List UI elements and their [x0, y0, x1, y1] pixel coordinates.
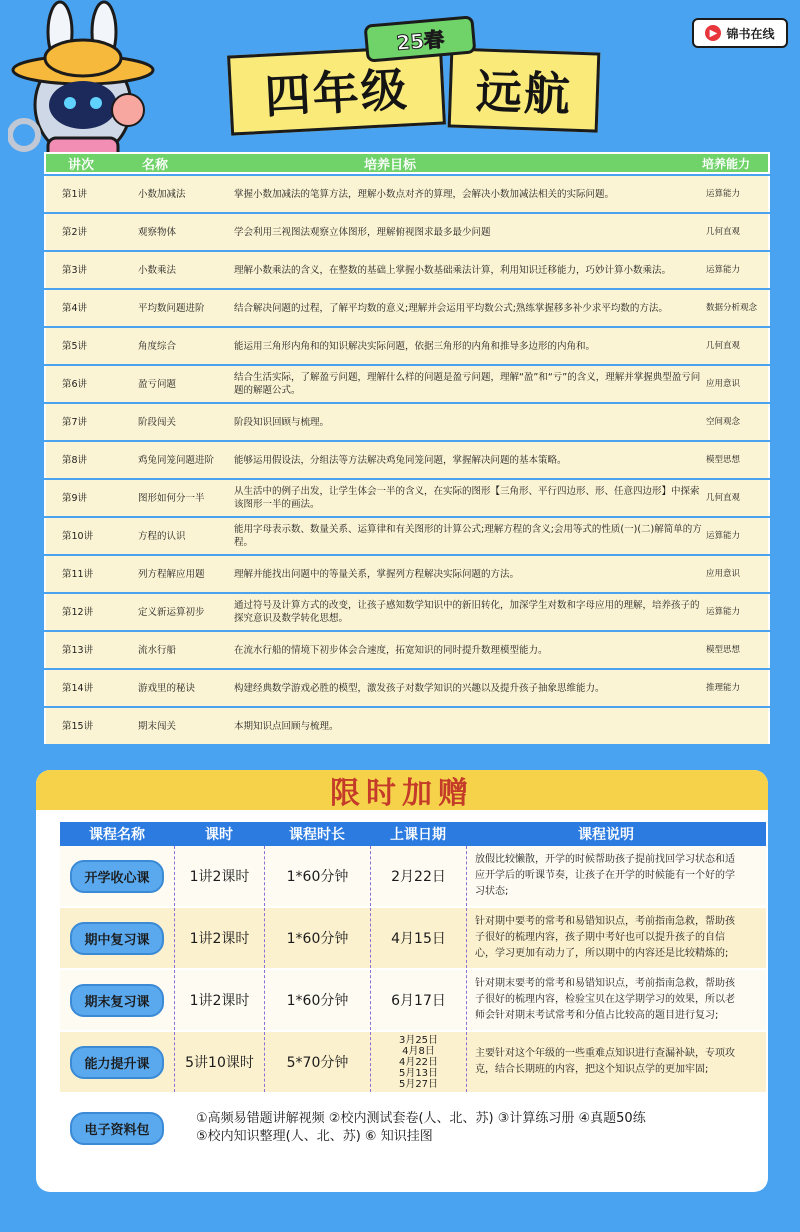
lesson-goal: 构建经典数学游戏必胜的模型，激发孩子对数学知识的兴趣以及提升孩子抽象思维能力。 [234, 682, 605, 694]
lesson-ability: 应用意识 [706, 568, 741, 579]
lesson-goal: 掌握小数加减法的笔算方法，理解小数点对齐的算理，会解决小数加减法相关的实际问题。 [234, 188, 615, 200]
lesson-row [44, 518, 770, 554]
bonus-row [60, 908, 766, 970]
lesson-row [44, 214, 770, 250]
lesson-row [44, 328, 770, 364]
lesson-row [44, 176, 770, 212]
bonus-desc: 放假比较懒散，开学的时候帮助孩子提前找回学习状态和适应开学后的听课节奏，让孩子在开学的时候能有一个好的学习状态; [466, 846, 746, 906]
bonus-date: 2月22日 [370, 846, 466, 906]
lesson-row [44, 708, 770, 744]
lesson-ability: 空间观念 [706, 416, 741, 427]
lesson-goal: 结合解决问题的过程，了解平均数的意义;理解并会运用平均数公式;熟练掌握移多补少求平均数的方法。 [234, 302, 668, 314]
bonus-row [60, 970, 766, 1032]
bonus-header-duration: 课程时长 [289, 827, 345, 843]
play-icon: ▶ [705, 25, 721, 41]
bonus-date: 4月15日 [370, 908, 466, 968]
lesson-name: 定义新运算初步 [138, 606, 205, 618]
lesson-row [44, 556, 770, 592]
bonus-section [36, 770, 768, 1192]
lesson-no: 第2讲 [62, 226, 88, 238]
lesson-ability: 推理能力 [706, 682, 741, 693]
ebook-row [60, 1098, 766, 1158]
lesson-no: 第1讲 [62, 188, 88, 200]
bonus-date: 5月13日 [398, 1067, 439, 1079]
lesson-goal: 从生活中的例子出发，让学生体会一半的含义，在实际的图形【三角形、平行四边形、形、任意四边形】中探索该图形一半的画法。 [234, 486, 700, 510]
ebook-list [174, 1110, 646, 1146]
bonus-header-hours: 课时 [205, 827, 233, 843]
lesson-ability: 运算能力 [706, 530, 741, 541]
lesson-no: 第3讲 [62, 264, 88, 276]
bonus-course-pill: 期末复习课 [70, 984, 163, 1017]
lesson-goal: 理解并能找出问题中的等量关系，掌握列方程解决实际问题的方法。 [234, 568, 520, 580]
lesson-name: 期末闯关 [138, 720, 177, 732]
ebook-line-2: ⑤校内知识整理(人、北、苏) ⑥ 知识挂图 [196, 1129, 433, 1144]
bonus-hours: 1讲2课时 [174, 908, 264, 968]
header-ability: 培养能力 [702, 156, 751, 171]
bonus-date: 3月25日 [398, 1034, 439, 1046]
lesson-name: 阶段闯关 [138, 416, 177, 428]
lesson-goal: 通过符号及计算方式的改变，让孩子感知数学知识中的新旧转化，加深学生对数和字母应用的理解，培养孩子的探究意识及数学转化思想。 [234, 600, 700, 624]
title-grade: 四年级 [227, 44, 446, 135]
lesson-name: 列方程解应用题 [138, 568, 205, 580]
bonus-course-pill: 期中复习课 [70, 922, 163, 955]
bonus-course-pill: 能力提升课 [70, 1046, 163, 1079]
lesson-name: 游戏里的秘诀 [138, 682, 196, 694]
lesson-name: 小数加减法 [138, 188, 186, 200]
lesson-row [44, 594, 770, 630]
bonus-date: 6月17日 [370, 970, 466, 1030]
lesson-row [44, 632, 770, 668]
lesson-row [44, 404, 770, 440]
lesson-ability: 模型思想 [706, 454, 741, 465]
ebook-pill: 电子资料包 [70, 1112, 163, 1145]
lesson-row [44, 252, 770, 288]
lesson-no: 第14讲 [62, 682, 94, 694]
lesson-row [44, 670, 770, 706]
lesson-ability: 几何直观 [706, 340, 741, 351]
bonus-duration: 1*60分钟 [264, 970, 370, 1030]
lesson-table [44, 152, 770, 752]
bonus-header-desc: 课程说明 [578, 827, 634, 843]
bonus-desc: 针对期末要考的常考和易错知识点，考前指南急救，帮助孩子很好的梳理内容，检验宝贝在这学期学习的效果，所以老师会针对期末考试常考和分值占比较高的题目进行复习; [466, 970, 746, 1030]
lesson-name: 图形如何分一半 [138, 492, 205, 504]
lesson-row [44, 366, 770, 402]
bonus-row [60, 846, 766, 908]
header-name: 名称 [142, 157, 169, 173]
bonus-hours: 1讲2课时 [174, 970, 264, 1030]
header-goal: 培养目标 [364, 157, 417, 173]
lesson-goal: 本期知识点回顾与梳理。 [234, 720, 339, 732]
bonus-date: 4月8日 [402, 1045, 435, 1057]
lesson-ability: 运算能力 [706, 606, 741, 617]
lesson-table-header [44, 152, 770, 174]
lesson-goal: 在流水行船的情境下初步体会合速度，拓宽知识的同时提升数理模型能力。 [234, 644, 548, 656]
lesson-row [44, 290, 770, 326]
lesson-ability: 数据分析观念 [706, 302, 758, 313]
brand-logo [692, 18, 788, 48]
lesson-name: 角度综合 [138, 340, 177, 352]
lesson-ability: 几何直观 [706, 226, 741, 237]
lesson-ability: 运算能力 [706, 188, 741, 199]
lesson-name: 鸡兔同笼问题进阶 [138, 454, 215, 466]
lesson-goal: 学会利用三视图法观察立体图形，理解俯视图求最多最少问题 [234, 226, 491, 238]
lesson-no: 第10讲 [62, 530, 94, 542]
lesson-name: 流水行船 [138, 644, 177, 656]
bonus-date: 5月27日 [398, 1078, 439, 1090]
lesson-goal: 能用字母表示数、数量关系、运算律和有关图形的计算公式;理解方程的含义;会用等式的性质(一)(二)解简单的方程。 [234, 524, 702, 548]
bonus-title: 限时加赠 [330, 776, 474, 811]
bonus-header-date: 上课日期 [390, 827, 446, 843]
bonus-table-header [60, 822, 766, 846]
lesson-name: 方程的认识 [138, 530, 186, 542]
lesson-no: 第6讲 [62, 378, 88, 390]
lesson-no: 第11讲 [62, 568, 94, 580]
bonus-header-name: 课程名称 [89, 827, 145, 843]
lesson-ability: 应用意识 [706, 378, 741, 389]
lesson-goal: 能运用三角形内角和的知识解决实际问题，依据三角形的内角和推导多边形的内角和。 [234, 340, 596, 352]
lesson-no: 第8讲 [62, 454, 88, 466]
bonus-desc: 主要针对这个年级的一些重难点知识进行查漏补缺，专项攻克，结合长期班的内容，把这个知识点学的更加牢固; [466, 1032, 746, 1092]
bonus-course-pill: 开学收心课 [70, 860, 163, 893]
bonus-table [60, 822, 766, 1158]
lesson-no: 第9讲 [62, 492, 88, 504]
lesson-name: 小数乘法 [138, 264, 177, 276]
season-tag: 25春 [364, 15, 477, 62]
lesson-name: 观察物体 [138, 226, 177, 238]
page-title [225, 20, 615, 138]
lesson-ability: 几何直观 [706, 492, 741, 503]
lesson-ability: 模型思想 [706, 644, 741, 655]
lesson-no: 第13讲 [62, 644, 94, 656]
bonus-hours: 1讲2课时 [174, 846, 264, 906]
bonus-duration: 1*60分钟 [264, 846, 370, 906]
lesson-name: 盈亏问题 [138, 378, 177, 390]
header-no: 讲次 [68, 157, 95, 173]
bonus-desc: 针对期中要考的常考和易错知识点，考前指南急救，帮助孩子很好的梳理内容，孩子期中考好也可以提升孩子的自信心，学习更加有动力了，所以期中的内容还是比较精炼的; [466, 908, 746, 968]
bonus-duration: 1*60分钟 [264, 908, 370, 968]
ebook-line-1: ①高频易错题讲解视频 ②校内测试套卷(人、北、苏) ③计算练习册 ④真题50练 [196, 1111, 646, 1126]
lesson-goal: 阶段知识回顾与梳理。 [234, 416, 330, 428]
lesson-no: 第5讲 [62, 340, 88, 352]
lesson-goal: 结合生活实际，了解盈亏问题，理解什么样的问题是盈亏问题，理解“盈”和“亏”的含义，理解并掌握典型盈亏问题的解题公式。 [234, 372, 701, 396]
lesson-ability: 运算能力 [706, 264, 741, 275]
lesson-row [44, 480, 770, 516]
bonus-duration: 5*70分钟 [264, 1032, 370, 1092]
bonus-row [60, 1032, 766, 1094]
lesson-row [44, 442, 770, 478]
lesson-name: 平均数问题进阶 [138, 302, 205, 314]
rabbit-mascot-illustration [8, 0, 158, 175]
lesson-no: 第12讲 [62, 606, 94, 618]
bonus-dates [370, 1032, 466, 1092]
lesson-no: 第7讲 [62, 416, 88, 428]
lesson-goal: 能够运用假设法，分组法等方法解决鸡兔同笼问题，掌握解决问题的基本策略。 [234, 454, 567, 466]
lesson-no: 第15讲 [62, 720, 94, 732]
brand-name: 锦书在线 [726, 26, 775, 41]
bonus-date: 4月22日 [398, 1056, 439, 1068]
lesson-no: 第4讲 [62, 302, 88, 314]
title-course: 远航 [448, 47, 601, 132]
lesson-goal: 理解小数乘法的含义，在整数的基础上掌握小数基础乘法计算，利用知识迁移能力，巧妙计算小数乘法。 [234, 264, 672, 276]
bonus-hours: 5讲10课时 [174, 1032, 264, 1092]
